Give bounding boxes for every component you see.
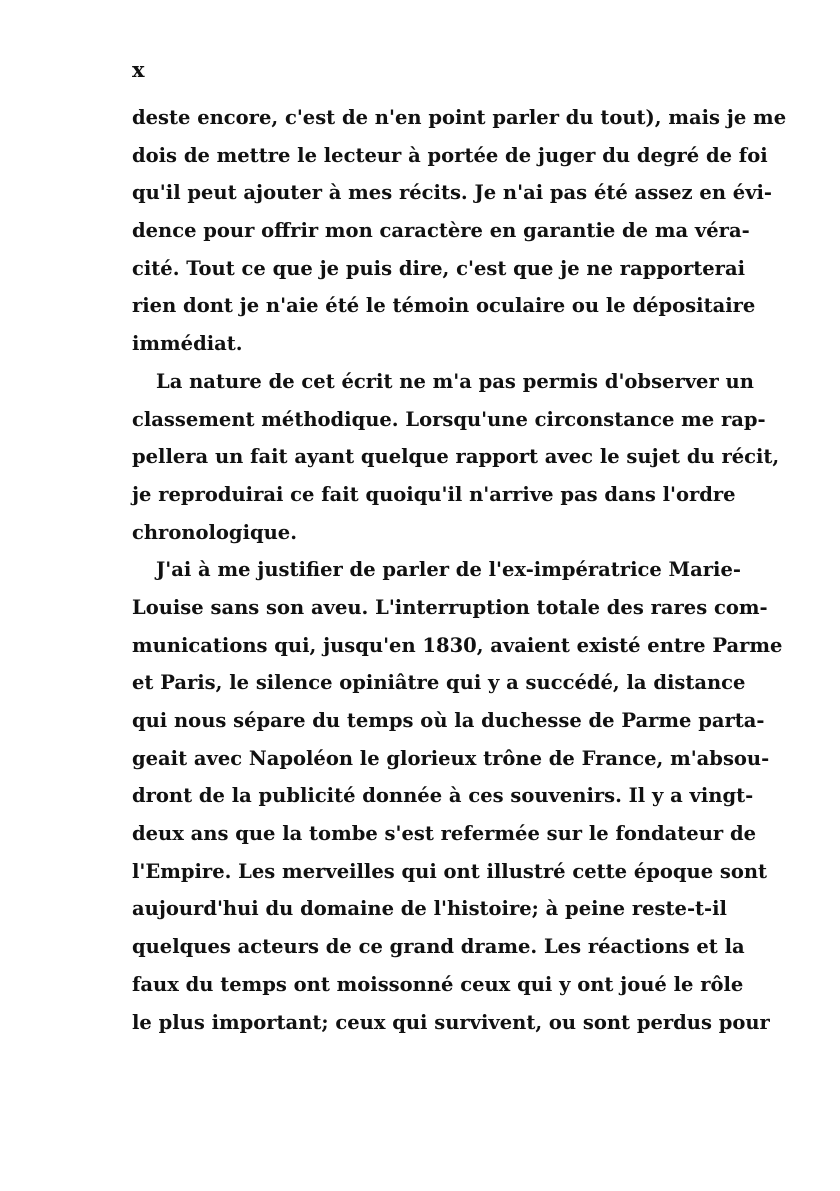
text-line: J'ai à me justifier de parler de l'ex-impératrice Marie-: [156, 558, 741, 582]
text-line: La nature de cet écrit ne m'a pas permis d'observer un: [156, 369, 754, 393]
text-line: dence pour offrir mon caractère en garantie de ma véra-: [132, 219, 750, 243]
text-line: faux du temps ont moissonné ceux qui y ont joué le rôle: [132, 972, 744, 996]
paragraph-1: [132, 99, 787, 363]
text-line: cité. Tout ce que je puis dire, c'est que je ne rapporterai: [132, 256, 745, 280]
text-line: deste encore, c'est de n'en point parler du tout), mais je me: [132, 106, 787, 129]
page-number: x: [132, 57, 145, 82]
text-line: qui nous sépare du temps où la duchesse de Parme parta-: [132, 709, 765, 732]
text-line: dront de la publicité donnée à ces souvenirs. Il y a vingt-: [132, 784, 754, 808]
text-line: Louise sans son aveu. L'interruption totale des rares com-: [132, 595, 768, 619]
text-line: munications qui, jusqu'en 1830, avaient existé entre Parme: [132, 633, 783, 657]
text-line: quelques acteurs de ce grand drame. Les réactions et la: [132, 935, 745, 959]
text-line: le plus important; ceux qui survivent, ou sont perdus pour: [132, 1010, 770, 1034]
text-line: pellera un fait ayant quelque rapport avec le sujet du récit,: [132, 445, 780, 469]
text-line: deux ans que la tombe s'est refermée sur le fondateur de: [132, 822, 756, 846]
text-line: dois de mettre le lecteur à portée de juger du degré de foi: [132, 143, 768, 167]
text-line: je reproduirai ce fait quoiqu'il n'arrive pas dans l'ordre: [132, 482, 736, 506]
text-line: chronologique.: [132, 520, 297, 544]
text-line: qu'il peut ajouter à mes récits. Je n'ai pas été assez en évi-: [132, 181, 773, 205]
text-line: geait avec Napoléon le glorieux trône de France, m'absou-: [132, 746, 770, 770]
text-line: immédiat.: [132, 332, 243, 356]
paragraph-3: [132, 551, 783, 1041]
text-line: l'Empire. Les merveilles qui ont illustré cette époque sont: [132, 859, 768, 883]
paragraph-2: [132, 363, 780, 551]
text-line: et Paris, le silence opiniâtre qui y a succédé, la distance: [132, 671, 746, 695]
page-body: [132, 99, 787, 1041]
text-line: classement méthodique. Lorsqu'une circonstance me rap-: [132, 407, 766, 431]
text-line: rien dont je n'aie été le témoin oculaire ou le dépositaire: [132, 294, 756, 318]
text-line: aujourd'hui du domaine de l'histoire; à peine reste-t-il: [132, 897, 727, 921]
